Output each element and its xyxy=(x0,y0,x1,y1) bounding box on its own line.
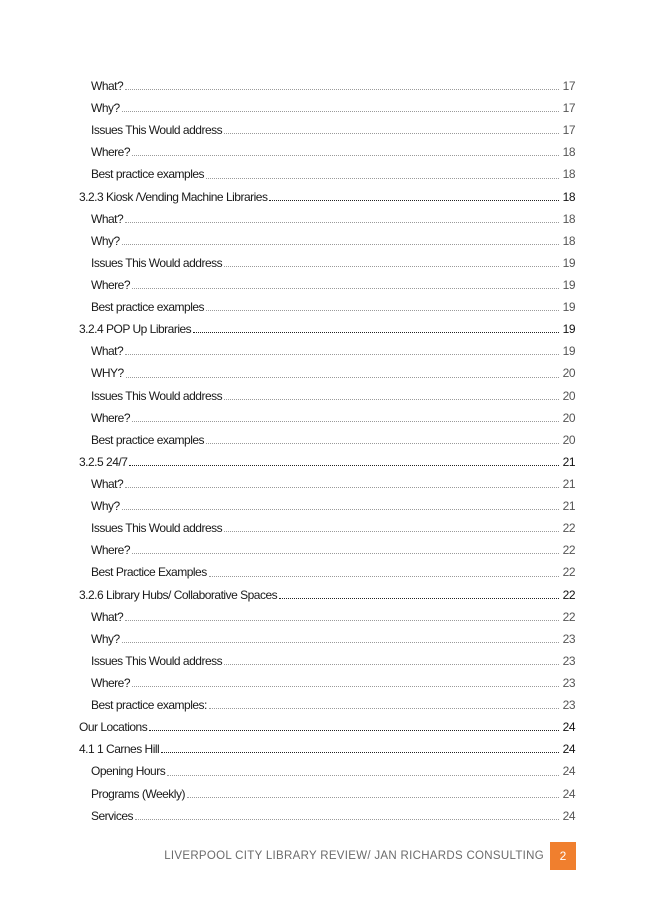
toc-entry-title: Why? xyxy=(91,101,120,116)
toc-page-number: 24 xyxy=(562,808,575,823)
toc-entry-title: Issues This Would address xyxy=(91,521,223,536)
toc-dot-leader xyxy=(125,619,559,621)
toc-subsection-entry[interactable] xyxy=(79,495,575,517)
toc-page-number: 19 xyxy=(562,300,575,315)
toc-page-number: 18 xyxy=(562,145,575,160)
page-number-badge: 2 xyxy=(550,842,576,870)
toc-dot-leader xyxy=(161,751,559,753)
toc-subsection-entry[interactable] xyxy=(79,230,575,252)
toc-page-number: 17 xyxy=(562,79,575,93)
toc-entry-title: Where? xyxy=(91,277,131,292)
toc-page-number: 22 xyxy=(562,587,575,602)
toc-entry-title: Where? xyxy=(91,145,131,160)
toc-page-number: 20 xyxy=(562,366,575,381)
toc-dot-leader xyxy=(193,331,559,333)
toc-page-number: 20 xyxy=(562,410,575,425)
toc-section-entry[interactable] xyxy=(79,186,575,208)
toc-section-entry[interactable] xyxy=(79,738,575,760)
toc-section-entry[interactable] xyxy=(79,716,575,738)
toc-subsection-entry[interactable] xyxy=(79,606,575,628)
toc-entry-title: Issues This Would address xyxy=(91,653,223,668)
toc-section-entry[interactable] xyxy=(79,318,575,340)
toc-page-number: 22 xyxy=(562,565,575,580)
toc-subsection-entry[interactable] xyxy=(79,672,575,694)
footer-title: LIVERPOOL CITY LIBRARY REVIEW/ JAN RICHARDS CONSULTING xyxy=(164,850,544,862)
toc-entry-title: Where? xyxy=(91,675,131,690)
page-footer xyxy=(0,842,576,870)
toc-subsection-entry[interactable] xyxy=(79,561,575,583)
toc-page-number: 18 xyxy=(562,167,575,182)
toc-page-number: 17 xyxy=(562,123,575,138)
toc-page-number: 23 xyxy=(562,675,575,690)
toc-entry-title: Best practice examples xyxy=(91,432,205,447)
toc-dot-leader xyxy=(269,199,559,201)
toc-subsection-entry[interactable] xyxy=(79,385,575,407)
toc-subsection-entry[interactable] xyxy=(79,296,575,318)
toc-page-number: 21 xyxy=(562,499,575,514)
toc-subsection-entry[interactable] xyxy=(79,783,575,805)
toc-entry-title: 4.1 1 Carnes Hill xyxy=(79,742,160,757)
toc-dot-leader xyxy=(132,685,559,687)
toc-subsection-entry[interactable] xyxy=(79,517,575,539)
toc-page-number: 18 xyxy=(562,211,575,226)
toc-entry-title: 3.2.6 Library Hubs/ Collaborative Spaces xyxy=(79,587,278,602)
toc-entry-title: Services xyxy=(91,808,134,823)
toc-dot-leader xyxy=(135,818,559,820)
toc-subsection-entry[interactable] xyxy=(79,429,575,451)
toc-entry-title: Issues This Would address xyxy=(91,123,223,138)
toc-subsection-entry[interactable] xyxy=(79,119,575,141)
toc-subsection-entry[interactable] xyxy=(79,694,575,716)
toc-dot-leader xyxy=(149,729,559,731)
toc-subsection-entry[interactable] xyxy=(79,97,575,119)
toc-dot-leader xyxy=(209,707,559,709)
toc-dot-leader xyxy=(132,420,559,422)
toc-dot-leader xyxy=(132,154,559,156)
toc-dot-leader xyxy=(125,486,559,488)
toc-dot-leader xyxy=(224,132,559,134)
toc-subsection-entry[interactable] xyxy=(79,539,575,561)
toc-entry-title: 3.2.4 POP Up Libraries xyxy=(79,322,192,337)
toc-page-number: 21 xyxy=(562,476,575,491)
toc-dot-leader xyxy=(122,641,559,643)
toc-subsection-entry[interactable] xyxy=(79,407,575,429)
toc-page-number: 21 xyxy=(562,454,575,469)
toc-page-number: 19 xyxy=(562,277,575,292)
toc-entry-title: Programs (Weekly) xyxy=(91,786,185,801)
toc-dot-leader xyxy=(224,398,559,400)
toc-dot-leader xyxy=(122,508,559,510)
toc-page-number: 23 xyxy=(562,631,575,646)
toc-page-number: 19 xyxy=(562,322,575,337)
toc-subsection-entry[interactable] xyxy=(79,362,575,384)
toc-page-number: 24 xyxy=(562,742,575,757)
toc-entry-title: Best Practice Examples xyxy=(91,565,207,580)
toc-entry-title: Why? xyxy=(91,631,120,646)
toc-subsection-entry[interactable] xyxy=(79,628,575,650)
toc-dot-leader xyxy=(224,265,559,267)
toc-section-entry[interactable] xyxy=(79,451,575,473)
toc-dot-leader xyxy=(167,774,559,776)
toc-entry-title: 3.2.5 24/7 xyxy=(79,454,128,469)
toc-dot-leader xyxy=(187,796,559,798)
toc-entry-title: What? xyxy=(91,609,124,624)
toc-dot-leader xyxy=(132,287,559,289)
toc-subsection-entry[interactable] xyxy=(79,252,575,274)
table-of-contents xyxy=(79,75,575,827)
toc-dot-leader xyxy=(125,221,559,223)
toc-section-entry[interactable] xyxy=(79,584,575,606)
toc-dot-leader xyxy=(209,575,559,577)
toc-page-number: 24 xyxy=(562,720,575,735)
toc-page-number: 22 xyxy=(562,543,575,558)
toc-dot-leader xyxy=(132,552,559,554)
toc-entry-title: What? xyxy=(91,211,124,226)
toc-dot-leader xyxy=(122,110,559,112)
toc-entry-title: Best practice examples: xyxy=(91,698,207,713)
toc-subsection-entry[interactable] xyxy=(79,141,575,163)
toc-page-number: 22 xyxy=(562,521,575,536)
toc-page-number: 23 xyxy=(562,653,575,668)
toc-entry-title: What? xyxy=(91,344,124,359)
toc-subsection-entry[interactable] xyxy=(79,805,575,827)
toc-entry-title: What? xyxy=(91,476,124,491)
toc-page-number: 18 xyxy=(562,189,575,204)
toc-subsection-entry[interactable] xyxy=(79,473,575,495)
toc-dot-leader xyxy=(279,597,559,599)
toc-entry-title: 3.2.3 Kiosk /Vending Machine Libraries xyxy=(79,189,268,204)
toc-entry-title: Opening Hours xyxy=(91,764,166,779)
toc-subsection-entry[interactable] xyxy=(79,650,575,672)
toc-dot-leader xyxy=(224,663,559,665)
toc-entry-title: WHY? xyxy=(91,366,124,381)
toc-entry-title: Where? xyxy=(91,543,131,558)
toc-dot-leader xyxy=(125,88,559,90)
toc-entry-title: Issues This Would address xyxy=(91,388,223,403)
toc-dot-leader xyxy=(224,530,559,532)
toc-entry-title: Where? xyxy=(91,410,131,425)
toc-page-number: 19 xyxy=(562,344,575,359)
toc-page-number: 22 xyxy=(562,609,575,624)
toc-entry-title: What? xyxy=(91,79,124,93)
toc-entry-title: Why? xyxy=(91,499,120,514)
toc-subsection-entry[interactable] xyxy=(79,340,575,362)
toc-dot-leader xyxy=(206,309,559,311)
toc-page-number: 24 xyxy=(562,786,575,801)
toc-subsection-entry[interactable] xyxy=(79,760,575,782)
toc-entry-title: Best practice examples xyxy=(91,300,205,315)
toc-dot-leader xyxy=(206,442,559,444)
toc-page-number: 19 xyxy=(562,255,575,270)
toc-page-number: 23 xyxy=(562,698,575,713)
toc-page-number: 17 xyxy=(562,101,575,116)
toc-page-number: 20 xyxy=(562,432,575,447)
toc-entry-title: Best practice examples xyxy=(91,167,205,182)
toc-page-number: 24 xyxy=(562,764,575,779)
toc-entry-title: Our Locations xyxy=(79,720,148,735)
toc-dot-leader xyxy=(206,177,559,179)
toc-subsection-entry[interactable] xyxy=(79,208,575,230)
toc-dot-leader xyxy=(126,376,559,378)
toc-dot-leader xyxy=(122,243,559,245)
toc-entry-title: Issues This Would address xyxy=(91,255,223,270)
toc-page-number: 20 xyxy=(562,388,575,403)
toc-dot-leader xyxy=(129,464,559,466)
toc-dot-leader xyxy=(125,353,559,355)
toc-subsection-entry[interactable] xyxy=(79,163,575,185)
toc-subsection-entry[interactable] xyxy=(79,75,575,97)
toc-page-number: 18 xyxy=(562,233,575,248)
toc-entry-title: Why? xyxy=(91,233,120,248)
toc-subsection-entry[interactable] xyxy=(79,274,575,296)
